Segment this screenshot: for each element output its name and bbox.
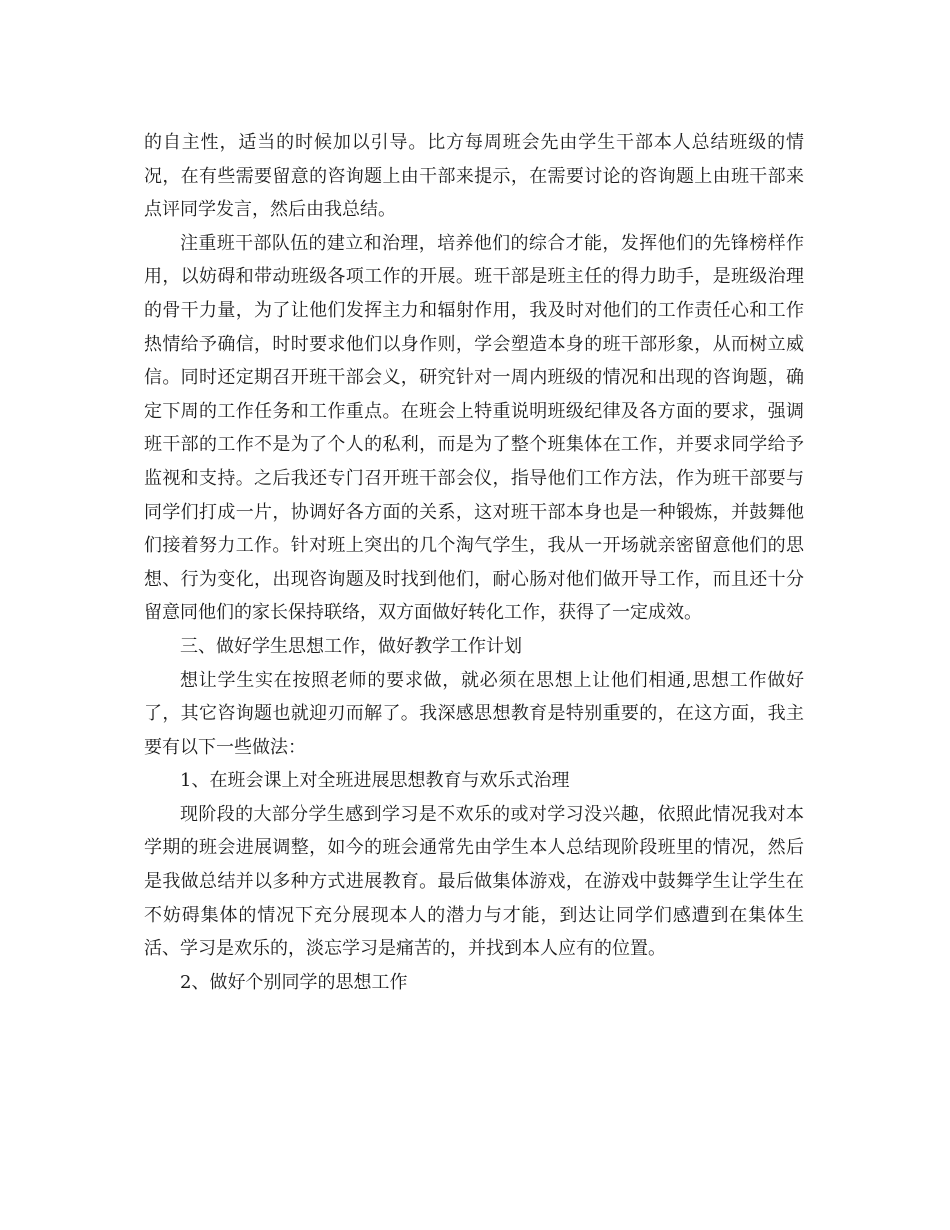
document-body	[144, 126, 804, 999]
section-heading-3: 三、做好学生思想工作，做好教学工作计划	[180, 635, 522, 657]
paragraph-2: 注重班干部队伍的建立和治理，培养他们的综合才能，发挥他们的先锋榜样作用，以妨碍和带动班级各项工作的开展。班干部是班主任的得力助手，是班级治理的骨干力量，为了让他们发挥主力和辐射作用，我及时对他们的工作责任心和工作热情给予确信，时时要求他们以身作则，学会塑造本身的班干部形象，从而树立威信。同时还定期召开班干部会义，研究针对一周内班级的情况和出现的咨询题，确定下周的工作任务和工作重点。在班会上特重说明班级纪律及各方面的要求，强调班干部的工作不是为了个人的私利，而是为了整个班集体在工作，并要求同学给予监视和支持。之后我还专门召开班干部会仪，指导他们工作方法，作为班干部要与同学们打成一片，协调好各方面的关系，这对班干部本身也是一种锻炼，并鼓舞他们接着努力工作。针对班上突出的几个淘气学生，我从一开场就亲密留意他们的思想、行为变化，出现咨询题及时找到他们，耐心肠对他们做开导工作，而且还十分留意同他们的家长保持联络，双方面做好转化工作，获得了一定成效。	[144, 232, 804, 624]
list-item-heading-1: 1、在班会课上对全班进展思想教育与欢乐式治理	[180, 770, 570, 792]
list-item-heading-2: 2、做好个别同学的思想工作	[180, 971, 408, 993]
paragraph-1: 的自主性，适当的时候加以引导。比方每周班会先由学生干部本人总结班级的情况，在有些需要留意的咨询题上由干部来提示，在需要讨论的咨询题上由班干部来点评同学发言，然后由我总结。	[144, 132, 804, 221]
paragraph-6: 现阶段的大部分学生感到学习是不欢乐的或对学习没兴趣，依照此情况我对本学期的班会进展调整，如今的班会通常先由学生本人总结现阶段班里的情况，然后是我做总结并以多种方式进展教育。最后做集体游戏，在游戏中鼓舞学生让学生在不妨碍集体的情况下充分展现本人的潜力与才能，到达让同学们感遭到在集体生活、学习是欢乐的，淡忘学习是痛苦的，并找到本人应有的位置。	[144, 803, 804, 960]
paragraph-4: 想让学生实在按照老师的要求做，就必须在思想上让他们相通,思想工作做好了，其它咨询题也就迎刃而解了。我深感思想教育是特别重要的，在这方面，我主要有以下一些做法：	[144, 669, 804, 758]
